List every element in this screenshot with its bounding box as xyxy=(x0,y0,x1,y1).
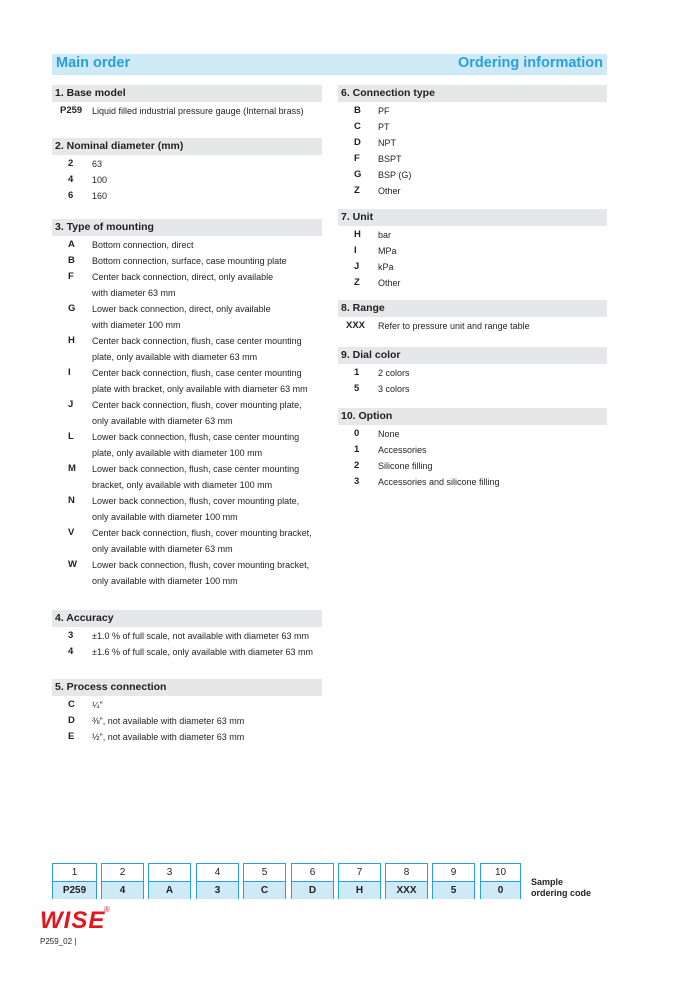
option-description: only available with diameter 63 mm xyxy=(92,416,233,426)
sample-label-line2: ordering code xyxy=(531,888,592,898)
option-description: kPa xyxy=(378,262,394,272)
option-description: Refer to pressure unit and range table xyxy=(378,321,530,331)
sample-code-box xyxy=(52,863,97,899)
sample-code-box xyxy=(338,863,381,899)
option-description: Center back connection, flush, case center mounting xyxy=(92,336,302,346)
option-description: Liquid filled industrial pressure gauge (Internal brass) xyxy=(92,106,304,116)
option-description: Accessories and silicone filling xyxy=(378,477,500,487)
option-code: 1 xyxy=(354,444,360,455)
option-description: only available with diameter 63 mm xyxy=(92,544,233,554)
section-title-unit: 7. Unit xyxy=(338,209,607,226)
footer-doc-code xyxy=(40,937,76,946)
option-code: 0 xyxy=(354,428,360,439)
sample-label-line1: Sample xyxy=(531,877,564,887)
option-code: 2 xyxy=(68,158,74,169)
sample-code-box xyxy=(196,863,239,899)
option-code: A xyxy=(68,239,75,250)
option-code: Z xyxy=(354,185,360,196)
option-description: ±1.0 % of full scale, not available with diameter 63 mm xyxy=(92,631,310,641)
option-description: PF xyxy=(378,106,390,116)
option-code: 3 xyxy=(68,630,74,641)
ordering-information-title: Ordering information xyxy=(458,55,603,71)
option-description: Bottom connection, surface, case mounting plate xyxy=(92,256,287,266)
sample-code-box xyxy=(432,863,475,899)
option-code: J xyxy=(354,261,360,272)
option-description: MPa xyxy=(378,246,397,256)
section-title-accuracy: 4. Accuracy xyxy=(52,610,322,627)
registered-mark: ® xyxy=(104,905,110,914)
option-code: Z xyxy=(354,277,360,288)
option-code: P259 xyxy=(60,105,83,116)
option-description: None xyxy=(378,429,400,439)
option-code: 4 xyxy=(68,646,74,657)
option-code: B xyxy=(68,255,75,266)
option-code: C xyxy=(354,121,361,132)
option-code: J xyxy=(68,399,74,410)
option-code: I xyxy=(68,367,71,378)
sample-code-value: 3 xyxy=(197,882,238,899)
option-code: 4 xyxy=(68,174,74,185)
sample-code-box xyxy=(243,863,286,899)
option-code: 2 xyxy=(354,460,360,471)
option-description: Bottom connection, direct xyxy=(92,240,194,250)
sample-code-box xyxy=(101,863,144,899)
option-description: Center back connection, flush, cover mounting plate, xyxy=(92,400,302,410)
option-description: Lower back connection, flush, cover mounting bracket, xyxy=(92,560,310,570)
option-description: Accessories xyxy=(378,445,427,455)
section-title-process-connection: 5. Process connection xyxy=(52,679,322,696)
option-description: 100 xyxy=(92,175,108,185)
option-code: 6 xyxy=(68,190,74,201)
wise-logo: WISE xyxy=(40,907,106,934)
section-title-base-model: 1. Base model xyxy=(52,85,322,102)
option-code: 3 xyxy=(354,476,360,487)
option-code: I xyxy=(354,245,357,256)
option-description: Lower back connection, flush, case center mounting xyxy=(92,464,300,474)
option-description: Lower back connection, flush, cover mounting plate, xyxy=(92,496,300,506)
sample-position-number: 3 xyxy=(149,864,190,882)
sample-code-value: A xyxy=(149,882,190,899)
option-description: Other xyxy=(378,186,401,196)
section-title-mounting: 3. Type of mounting xyxy=(52,219,322,236)
option-code: H xyxy=(68,335,75,346)
option-description: 2 colors xyxy=(378,368,410,378)
option-description: PT xyxy=(378,122,390,132)
option-code: D xyxy=(68,715,75,726)
option-description: only available with diameter 100 mm xyxy=(92,512,238,522)
section-title-range: 8. Range xyxy=(338,300,607,317)
main-order-title: Main order xyxy=(56,55,131,71)
sample-code-box xyxy=(291,863,334,899)
option-description: Center back connection, flush, case center mounting xyxy=(92,368,302,378)
option-code: G xyxy=(68,303,76,314)
option-description: BSP (G) xyxy=(378,170,412,180)
option-description: Silicone filling xyxy=(378,461,433,471)
option-description: Lower back connection, direct, only available xyxy=(92,304,271,314)
sample-position-number: 1 xyxy=(53,864,96,882)
option-description: plate, only available with diameter 63 mm xyxy=(92,352,258,362)
sample-code-value: H xyxy=(339,882,380,899)
option-description: plate with bracket, only available with diameter 63 mm xyxy=(92,384,308,394)
option-description: ±1.6 % of full scale, only available with diameter 63 mm xyxy=(92,647,314,657)
option-code: N xyxy=(68,495,75,506)
option-description: NPT xyxy=(378,138,396,148)
option-description: BSPT xyxy=(378,154,402,164)
option-code: 5 xyxy=(354,383,360,394)
sample-position-number: 6 xyxy=(292,864,333,882)
sample-position-number: 10 xyxy=(481,864,520,882)
doc-code: P259_02 xyxy=(40,937,73,946)
sample-code-value: D xyxy=(292,882,333,899)
option-description: ⅜", not available with diameter 63 mm xyxy=(92,716,245,726)
option-code: H xyxy=(354,229,361,240)
option-description: bar xyxy=(378,230,392,240)
option-code: G xyxy=(354,169,362,180)
section-title-dial-color: 9. Dial color xyxy=(338,347,607,364)
option-code: F xyxy=(354,153,360,164)
sample-position-number: 5 xyxy=(244,864,285,882)
sample-position-number: 9 xyxy=(433,864,474,882)
sample-code-value: XXX xyxy=(386,882,427,899)
option-code: D xyxy=(354,137,361,148)
footer-divider: | xyxy=(74,937,77,946)
option-description: plate, only available with diameter 100 mm xyxy=(92,448,263,458)
option-code: V xyxy=(68,527,75,538)
section-title-connection-type: 6. Connection type xyxy=(338,85,607,102)
option-description: Lower back connection, flush, case center mounting xyxy=(92,432,300,442)
option-description: only available with diameter 100 mm xyxy=(92,576,238,586)
option-description: 3 colors xyxy=(378,384,410,394)
option-code: M xyxy=(68,463,76,474)
option-description: Center back connection, flush, cover mounting bracket, xyxy=(92,528,312,538)
option-code: XXX xyxy=(346,320,366,331)
sample-code-value: P259 xyxy=(53,882,96,899)
section-title-option: 10. Option xyxy=(338,408,607,425)
sample-code-value: C xyxy=(244,882,285,899)
header-banner xyxy=(52,54,607,75)
option-code: 1 xyxy=(354,367,360,378)
option-code: C xyxy=(68,699,75,710)
option-description: bracket, only available with diameter 100 mm xyxy=(92,480,273,490)
sample-code-box xyxy=(148,863,191,899)
sample-position-number: 8 xyxy=(386,864,427,882)
section-title-nominal-diameter: 2. Nominal diameter (mm) xyxy=(52,138,322,155)
option-code: B xyxy=(354,105,361,116)
option-description: Other xyxy=(378,278,401,288)
option-description: with diameter 100 mm xyxy=(92,320,181,330)
option-description: ½", not available with diameter 63 mm xyxy=(92,732,245,742)
option-description: 63 xyxy=(92,159,103,169)
sample-code-value: 0 xyxy=(481,882,520,899)
option-description: 160 xyxy=(92,191,108,201)
sample-position-number: 2 xyxy=(102,864,143,882)
option-code: E xyxy=(68,731,75,742)
option-code: W xyxy=(68,559,77,570)
option-description: with diameter 63 mm xyxy=(92,288,176,298)
option-description: Center back connection, direct, only available xyxy=(92,272,274,282)
sample-code-value: 4 xyxy=(102,882,143,899)
sample-code-box xyxy=(385,863,428,899)
sample-code-value: 5 xyxy=(433,882,474,899)
sample-code-box xyxy=(480,863,521,899)
sample-ordering-code-label xyxy=(531,877,591,899)
option-code: F xyxy=(68,271,74,282)
option-description: ¼" xyxy=(92,700,103,710)
sample-position-number: 7 xyxy=(339,864,380,882)
option-code: L xyxy=(68,431,74,442)
sample-position-number: 4 xyxy=(197,864,238,882)
